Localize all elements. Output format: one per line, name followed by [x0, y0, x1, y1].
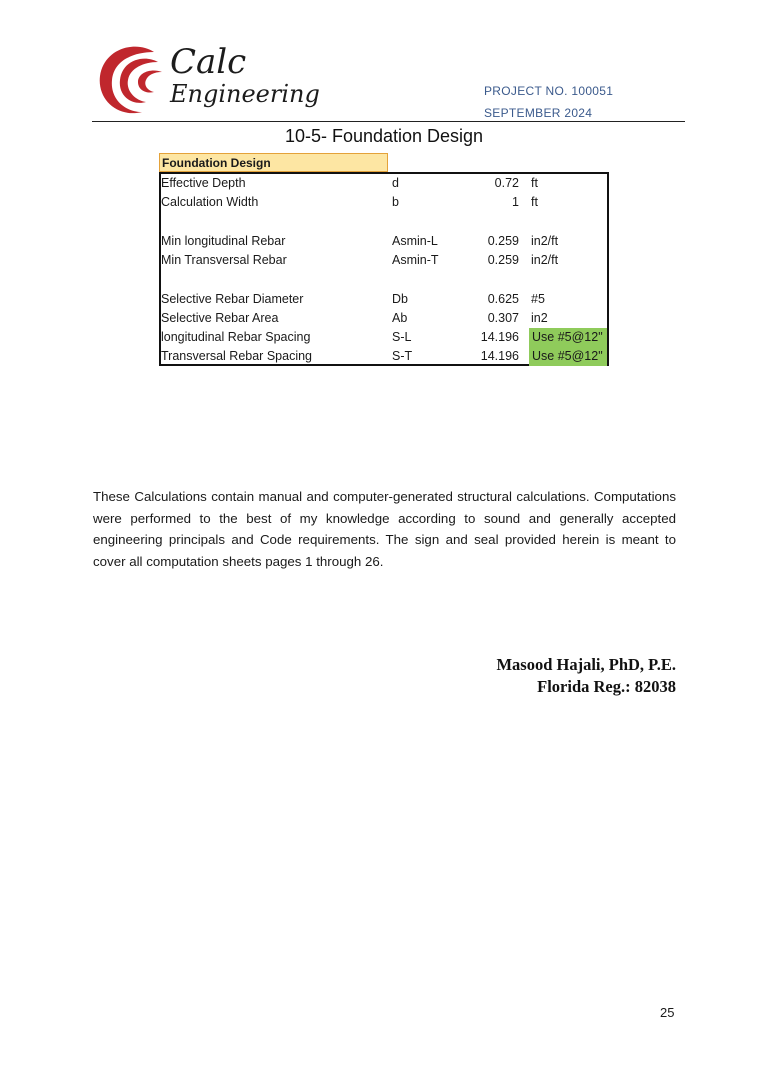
project-number: PROJECT NO. 100051 [484, 84, 614, 98]
row-value: 0.72 [494, 176, 519, 190]
signature-block [496, 654, 676, 698]
table-row [159, 347, 609, 366]
row-value: 0.625 [487, 292, 519, 306]
row-symbol: Db [392, 292, 408, 306]
table-row [159, 328, 609, 347]
row-symbol: Ab [392, 311, 408, 325]
row-label: Min Transversal Rebar [161, 253, 287, 267]
section-title: 10-5- Foundation Design [284, 126, 484, 146]
row-symbol: b [392, 195, 399, 209]
table-row [159, 232, 609, 251]
row-symbol: d [392, 176, 399, 190]
engineer-name: Masood Hajali, PhD, P.E. [496, 655, 676, 674]
logo-text-calc: Calc [170, 42, 247, 82]
company-logo [96, 42, 320, 118]
project-info [484, 80, 613, 124]
row-label: Selective Rebar Area [161, 311, 279, 325]
row-unit: #5 [531, 292, 545, 306]
row-symbol: S-T [392, 349, 413, 363]
header-divider [92, 121, 685, 122]
row-value: 1 [512, 195, 519, 209]
certification-statement: These Calculations contain manual and computer-generated structural calculations. Computations were performed to the best of my knowledge according to sound and generally accepted engineering principals and Code requirements. The sign and seal provided herein is meant to cover all computation sheets pages 1 through 26. [93, 489, 676, 569]
row-unit: in2/ft [531, 234, 559, 248]
logo-swirl-icon [96, 42, 168, 118]
row-value: 0.307 [487, 311, 519, 325]
table-row [159, 193, 609, 212]
engineer-registration: Florida Reg.: 82038 [537, 677, 676, 696]
table-row [159, 251, 609, 270]
row-unit: in2 [531, 311, 548, 325]
row-label: Effective Depth [161, 176, 246, 190]
row-unit: ft [531, 176, 538, 190]
row-value: 14.196 [480, 349, 519, 363]
table-header: Foundation Design [159, 153, 388, 172]
row-value: 14.196 [480, 330, 519, 344]
logo-text-engineering: Engineering [170, 80, 320, 108]
row-unit: ft [531, 195, 538, 209]
row-symbol: Asmin-T [392, 253, 439, 267]
project-date: SEPTEMBER 2024 [484, 106, 593, 120]
row-label: Calculation Width [161, 195, 259, 209]
table-row [159, 290, 609, 309]
row-label: longitudinal Rebar Spacing [161, 330, 311, 344]
row-unit: in2/ft [531, 253, 559, 267]
row-result-badge: Use #5@12" [529, 328, 607, 347]
row-value: 0.259 [487, 234, 519, 248]
page-number: 25 [660, 1005, 675, 1020]
row-label: Transversal Rebar Spacing [161, 349, 312, 363]
row-symbol: S-L [392, 330, 412, 344]
row-symbol: Asmin-L [392, 234, 438, 248]
table-row [159, 309, 609, 328]
row-label: Selective Rebar Diameter [161, 292, 304, 306]
row-value: 0.259 [487, 253, 519, 267]
row-label: Min longitudinal Rebar [161, 234, 286, 248]
table-row [159, 174, 609, 193]
row-result-badge: Use #5@12" [529, 347, 607, 366]
